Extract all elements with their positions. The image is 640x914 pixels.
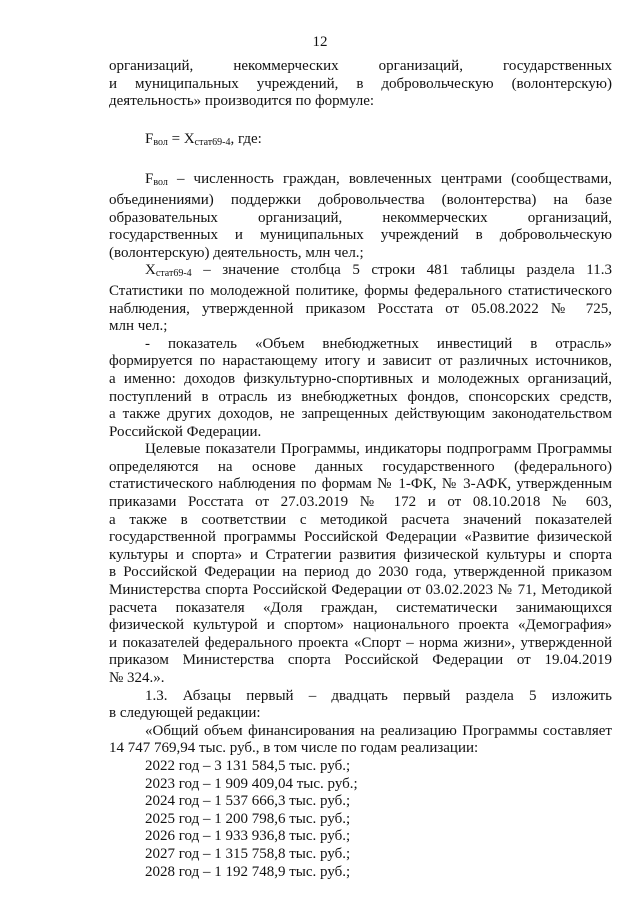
year-line: 2024 год – 1 537 666,3 тыс. руб.; bbox=[145, 793, 351, 810]
year-line: 2022 год – 3 131 584,5 тыс. руб.; bbox=[145, 757, 351, 774]
year-line: 2025 год – 1 200 798,6 тыс. руб.; bbox=[145, 810, 351, 827]
text-line: поступлений в отрасль из внебюджетных фондов, спонсорских средств, bbox=[109, 388, 612, 405]
formula-subscript: стат69-4 bbox=[194, 136, 231, 148]
text-line: и муниципальных учреждений, в добровольческую (волонтерскую) bbox=[109, 75, 612, 92]
text-line: объединениями) поддержки добровольчества (волонтерства) на базе bbox=[109, 191, 612, 208]
formula-subscript: вол bbox=[153, 136, 168, 148]
year-line: 2028 год – 1 192 748,9 тыс. руб.; bbox=[145, 863, 351, 880]
text-line: организаций, некоммерческих организаций, государственных bbox=[109, 58, 612, 74]
text-line: а именно: доходов физкультурно-спортивных и молодежных организаций, bbox=[109, 370, 612, 387]
text-line: 1.3. Абзацы первый – двадцать первый раздела 5 изложить bbox=[145, 687, 612, 704]
text-line: а также в соответствии с методикой расчета значений показателей bbox=[109, 511, 612, 528]
text-line: расчета показателя «Доля граждан, систематически занимающихся bbox=[109, 599, 612, 616]
year-line: 2023 год – 1 909 409,04 тыс. руб.; bbox=[145, 775, 358, 792]
text-line: 14 747 769,94 тыс. руб., в том числе по годам реализации: bbox=[109, 740, 479, 757]
text-line: приказом Министерства спорта Российской Федерации от 19.04.2019 bbox=[109, 652, 612, 669]
text-line: культуры и спорта» и Стратегии развития физической культуры и спорта bbox=[109, 546, 612, 563]
formula-symbol: X bbox=[145, 262, 156, 279]
text-line: в Российской Федерации на период до 2030 года, утвержденной приказом bbox=[109, 564, 612, 581]
definition-text: – значение столбца 5 строки 481 таблицы раздела 11.3 bbox=[191, 262, 612, 279]
text-line: Министерства спорта Российской Федерации от 03.02.2023 № 71, Методикой bbox=[109, 582, 612, 599]
body-text bbox=[109, 58, 612, 881]
formula-symbol: F bbox=[145, 171, 154, 188]
definition-line bbox=[109, 262, 612, 283]
text-line: формируется по нарастающему итогу и зависит от различных источников, bbox=[109, 353, 612, 370]
definition-line bbox=[109, 171, 612, 192]
text-line: деятельность» производится по формуле: bbox=[109, 93, 375, 110]
formula-symbol: F bbox=[145, 130, 154, 147]
formula-subscript: стат69-4 bbox=[155, 268, 192, 280]
text-line: образовательных организаций, некоммерческих организаций, bbox=[109, 209, 612, 226]
text-line: Статистики по молодежной политике, формы федерального статистического bbox=[109, 282, 612, 299]
text-line: № 324.». bbox=[109, 670, 165, 686]
text-line: наблюдения, утвержденной приказом Росстата от 05.08.2022 № 725, bbox=[109, 300, 612, 317]
page-number: 12 bbox=[312, 34, 328, 50]
text-line: статистического наблюдения по формам № 1-ФК, № 3-АФК, утвержденным bbox=[109, 476, 612, 493]
text-line: и показателей федерального проекта «Спорт – норма жизни», утвержденной bbox=[109, 634, 612, 651]
formula-symbol: = X bbox=[167, 130, 195, 147]
formula-tail: , где: bbox=[230, 130, 262, 147]
text-line: а также других доходов, не запрещенных действующим законодательством bbox=[109, 406, 612, 423]
text-line: в следующей редакции: bbox=[109, 705, 261, 722]
text-line: физической культурой и спортом» национального проекта «Демография» bbox=[109, 617, 612, 634]
text-line: «Общий объем финансирования на реализацию Программы составляет bbox=[145, 722, 612, 739]
text-line: приказами Росстата от 27.03.2019 № 172 и от 08.10.2018 № 603, bbox=[109, 494, 612, 511]
text-line: государственной программы Российской Федерации «Развитие физической bbox=[109, 529, 612, 546]
text-line: Целевые показатели Программы, индикаторы подпрограмм Программы bbox=[145, 441, 612, 458]
formula-subscript: вол bbox=[153, 177, 168, 189]
text-line: определяются на основе данных государственного (федерального) bbox=[109, 458, 612, 475]
definition-text: – численность граждан, вовлеченных центрами (сообществами, bbox=[167, 171, 612, 188]
year-line: 2026 год – 1 933 936,8 тыс. руб.; bbox=[145, 828, 351, 845]
formula bbox=[145, 131, 612, 152]
text-line: государственных и муниципальных учреждений в добровольческую bbox=[109, 227, 612, 244]
text-line: (волонтерскую) деятельность, млн чел.; bbox=[109, 244, 364, 261]
year-line: 2027 год – 1 315 758,8 тыс. руб.; bbox=[145, 845, 351, 862]
text-line: млн чел.; bbox=[109, 318, 168, 335]
text-line: Российской Федерации. bbox=[109, 423, 262, 440]
text-line: - показатель «Объем внебюджетных инвестиций в отрасль» bbox=[145, 335, 612, 352]
